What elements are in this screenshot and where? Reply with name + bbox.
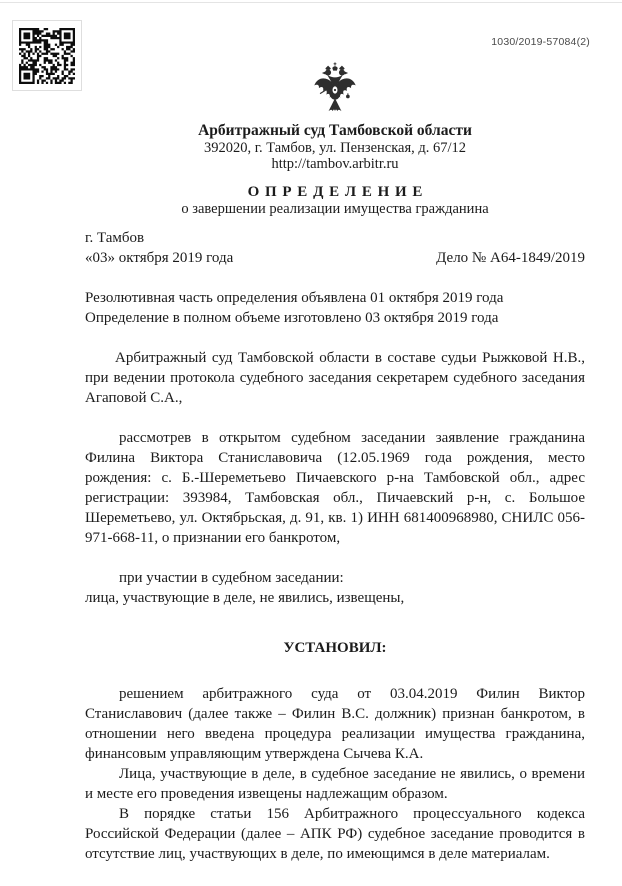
date-case-row	[85, 248, 585, 268]
case-review-paragraph: рассмотрев в открытом судебном заседании заявление гражданина Филина Виктора Станиславовича (12.05.1969 года рождения, место рождения: с. Б.-Шереметьево Пичаевского р-на Тамбовской обл., адрес регистрации: 393984, Тамбовская обл., Пичаевский р-н, с. Большое Шереметьево, ул. Октябрьская, д. 91, кв. 1) ИНН 681400968980, СНИЛС 056-971-668-11, о признании его банкротом,	[85, 430, 585, 546]
document-content	[85, 0, 585, 864]
court-website: http://tambov.arbitr.ru	[271, 156, 399, 172]
court-composition-paragraph: Арбитражный суд Тамбовской области в составе судьи Рыжковой Н.В., при ведении протокола судебного заседания секретарем судебного заседания Агаповой С.А.,	[85, 350, 585, 406]
resolution-block	[85, 288, 585, 328]
court-address: 392020, г. Тамбов, ул. Пензенская, д. 67/12	[203, 140, 467, 156]
resolution-announced-line: Резолютивная часть определения объявлена 01 октября 2019 года	[85, 290, 504, 306]
city-line: г. Тамбов	[85, 230, 145, 246]
qr-code-icon	[19, 28, 75, 84]
participants-line: лица, участвующие в деле, не явились, извещены,	[85, 590, 405, 606]
body-paragraph: Лица, участвующие в деле, в судебное заседание не явились, о времени и месте его проведения извещены надлежащим образом.	[85, 766, 585, 802]
full-text-made-line: Определение в полном объеме изготовлено 03 октября 2019 года	[85, 310, 499, 326]
case-number: Дело № А64-1849/2019	[436, 250, 585, 266]
body-paragraph: В порядке статьи 156 Арбитражного процессуального кодекса Российской Федерации (далее – АПК РФ) судебное заседание проводится в отсутствие лиц, участвующих в деле, по имеющимся в деле материалам.	[85, 806, 585, 862]
court-name: Арбитражный суд Тамбовской области	[198, 122, 472, 139]
qr-code	[12, 20, 82, 91]
coat-of-arms-icon	[312, 62, 358, 118]
participants-label: при участии в судебном заседании:	[119, 570, 344, 586]
ruling-body	[85, 684, 585, 864]
body-paragraph: решением арбитражного суда от 03.04.2019 Филин Виктор Станиславович (далее также – Филин В.С. должник) признан банкротом, в отношении него введена процедура реализации имущества гражданина, финансовым управляющим утверждена Сычева К.А.	[85, 686, 585, 762]
document-subtitle: о завершении реализации имущества гражданина	[181, 201, 489, 217]
hearing-date: «03» октября 2019 года	[85, 250, 234, 266]
document-number: 1030/2019-57084(2)	[491, 36, 590, 48]
ustanovil-heading: УСТАНОВИЛ:	[283, 640, 387, 656]
document-title: О П Р Е Д Е Л Е Н И Е	[247, 184, 423, 200]
